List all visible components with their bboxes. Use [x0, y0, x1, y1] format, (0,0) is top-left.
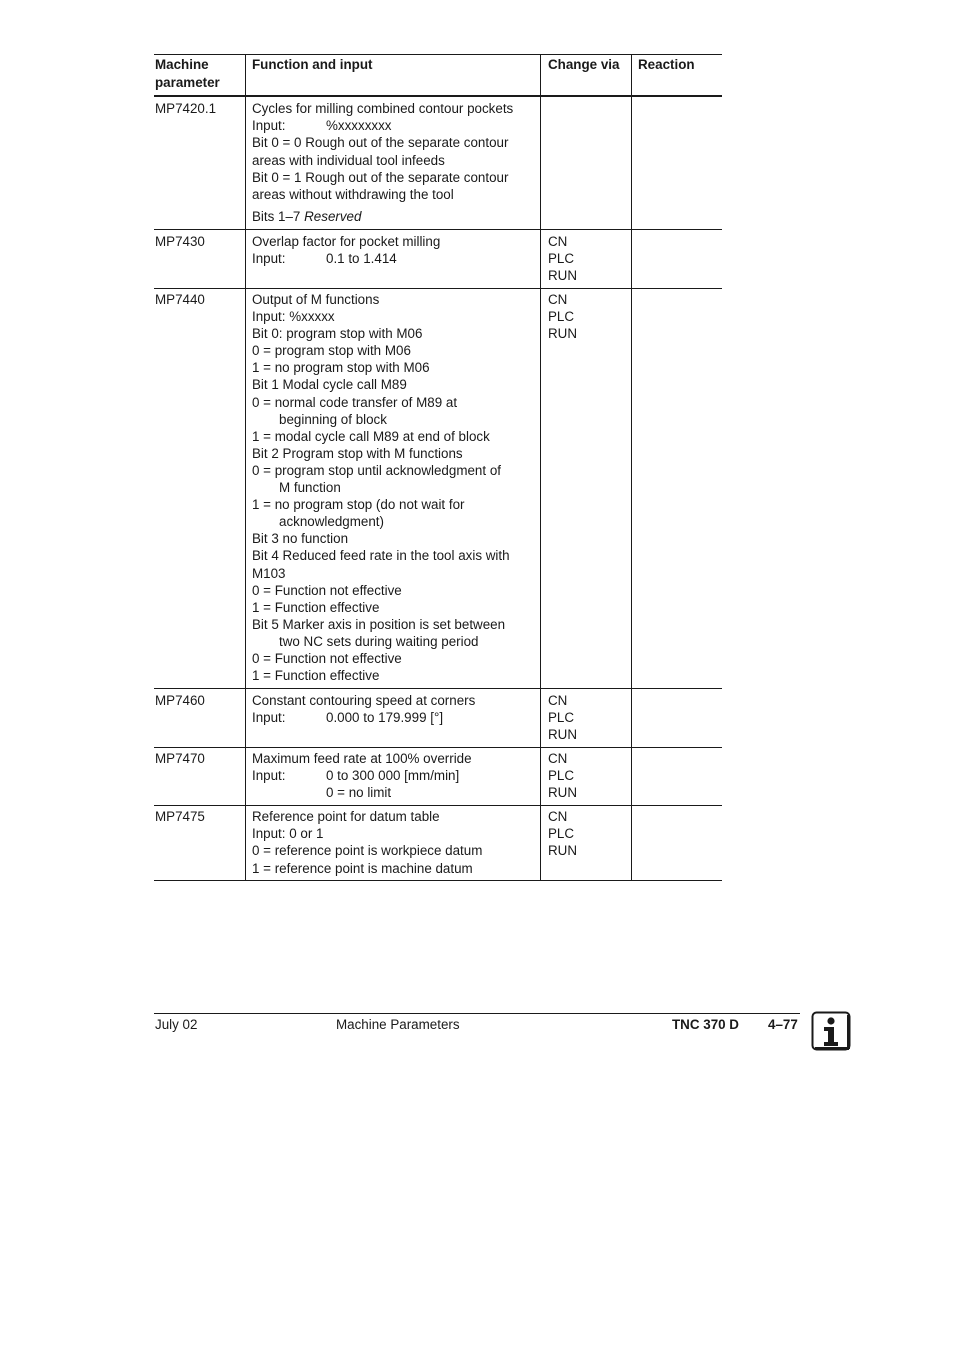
header-change-via: Change via — [548, 57, 620, 72]
input-value: %xxxxxxxx — [326, 118, 392, 134]
text-line — [252, 250, 440, 267]
change-via-item: CN — [548, 292, 568, 307]
text-line: acknowledgment) — [279, 514, 384, 530]
text-line: Output of M functions — [252, 292, 380, 307]
text-line: 1 = modal cycle call M89 at end of block — [252, 428, 490, 444]
text-line: Bit 5 Marker axis in position is set between — [252, 616, 506, 632]
text-line — [252, 709, 475, 726]
input-value: 0.1 to 1.414 — [326, 251, 397, 267]
table-bottom-rule — [154, 880, 722, 881]
text-line: Constant contouring speed at corners — [252, 693, 476, 708]
change-via-item: CN — [548, 234, 568, 249]
change-via-item: PLC — [548, 710, 575, 726]
change-via-item: CN — [548, 809, 568, 824]
change-via-list — [548, 750, 577, 802]
footer-date: July 02 — [155, 1017, 198, 1032]
footer-page-number: 4–77 — [768, 1017, 798, 1032]
param-name: MP7475 — [155, 809, 205, 824]
footer-product: TNC 370 D — [672, 1017, 739, 1032]
header-reaction: Reaction — [638, 57, 695, 72]
column-divider — [540, 54, 541, 881]
input-label: Input: — [252, 768, 286, 784]
text-line: areas without withdrawing the tool — [252, 187, 454, 203]
row-divider — [154, 229, 722, 230]
function-text — [252, 750, 472, 802]
text-line: Input: 0 or 1 — [252, 826, 324, 842]
input-label: Input: — [252, 251, 286, 267]
text-line: 1 = no program stop with M06 — [252, 360, 430, 376]
text-line: Bit 4 Reduced feed rate in the tool axis with — [252, 548, 510, 564]
text-line: two NC sets during waiting period — [279, 633, 479, 649]
text-line: 1 = reference point is machine datum — [252, 860, 473, 876]
input-label: Input: — [252, 710, 286, 726]
function-text — [252, 808, 482, 877]
change-via-item: RUN — [548, 785, 578, 801]
row-divider — [154, 747, 722, 748]
text-line: Bit 2 Program stop with M functions — [252, 445, 463, 461]
text-line: Cycles for milling combined contour pockets — [252, 101, 514, 116]
function-text — [252, 291, 510, 684]
param-name: MP7470 — [155, 751, 205, 766]
text-line — [252, 767, 472, 784]
text-line: Bit 0 = 0 Rough out of the separate contour — [252, 135, 509, 151]
input-value: 0 to 300 000 [mm/min] — [326, 768, 460, 784]
text-line: Input: %xxxxx — [252, 309, 335, 325]
change-via-list — [548, 692, 577, 744]
text-line: 1 = no program stop (do not wait for — [252, 497, 465, 513]
text-line: 1 = Function effective — [252, 599, 380, 615]
text-line: Bit 0: program stop with M06 — [252, 326, 423, 342]
info-icon — [811, 1011, 851, 1051]
change-via-item: PLC — [548, 826, 575, 842]
text-line: 0 = Function not effective — [252, 582, 402, 598]
column-divider — [631, 54, 632, 881]
change-via-item: PLC — [548, 309, 575, 325]
bits-label: Bits 1–7 — [252, 209, 301, 225]
header-label: parameter — [155, 75, 220, 90]
param-name: MP7460 — [155, 693, 205, 708]
footer-section: Machine Parameters — [336, 1017, 460, 1032]
change-via-list — [548, 233, 577, 285]
param-name: MP7420.1 — [155, 101, 217, 116]
change-via-list — [548, 808, 577, 860]
table-top-rule — [154, 54, 722, 55]
function-text — [252, 692, 475, 726]
reserved-label: Reserved — [304, 209, 362, 225]
param-name: MP7430 — [155, 234, 205, 249]
text-line: 0 = normal code transfer of M89 at — [252, 394, 458, 410]
text-line: Maximum feed rate at 100% override — [252, 751, 472, 766]
change-via-item: RUN — [548, 268, 578, 284]
change-via-list — [548, 291, 577, 343]
function-text — [252, 100, 513, 225]
text-line: 1 = Function effective — [252, 668, 380, 684]
row-divider — [154, 288, 722, 289]
text-line: Bit 1 Modal cycle call M89 — [252, 377, 407, 393]
header-function-and-input: Function and input — [252, 57, 373, 72]
row-divider — [154, 805, 722, 806]
text-line: M103 — [252, 565, 286, 581]
text-line: Bit 0 = 1 Rough out of the separate contour — [252, 169, 509, 185]
text-line: Reference point for datum table — [252, 809, 440, 824]
text-line — [252, 208, 513, 225]
param-name: MP7440 — [155, 292, 205, 307]
change-via-item: CN — [548, 693, 568, 708]
text-line: M function — [279, 480, 341, 496]
function-text — [252, 233, 440, 267]
text-line: 0 = reference point is workpiece datum — [252, 843, 483, 859]
change-via-item: RUN — [548, 727, 578, 743]
input-value: 0.000 to 179.999 [°] — [326, 710, 444, 726]
header-machine-parameter — [155, 56, 220, 92]
column-divider — [245, 54, 246, 881]
change-via-item: RUN — [548, 843, 578, 859]
row-divider — [154, 688, 722, 689]
text-line: 0 = no limit — [326, 785, 392, 801]
header-bottom-rule — [154, 95, 722, 97]
input-label: Input: — [252, 118, 286, 134]
text-line: Overlap factor for pocket milling — [252, 234, 441, 249]
text-line: 0 = program stop until acknowledgment of — [252, 462, 501, 478]
change-via-item: CN — [548, 751, 568, 766]
text-line: 0 = program stop with M06 — [252, 343, 411, 359]
header-label: Machine — [155, 57, 209, 72]
footer-rule — [154, 1013, 800, 1014]
change-via-item: RUN — [548, 326, 578, 342]
change-via-item: PLC — [548, 251, 575, 267]
text-line: Bit 3 no function — [252, 531, 349, 547]
text-line: 0 = Function not effective — [252, 650, 402, 666]
text-line: areas with individual tool infeeds — [252, 152, 445, 168]
text-line — [252, 117, 513, 134]
change-via-item: PLC — [548, 768, 575, 784]
text-line: beginning of block — [279, 411, 387, 427]
